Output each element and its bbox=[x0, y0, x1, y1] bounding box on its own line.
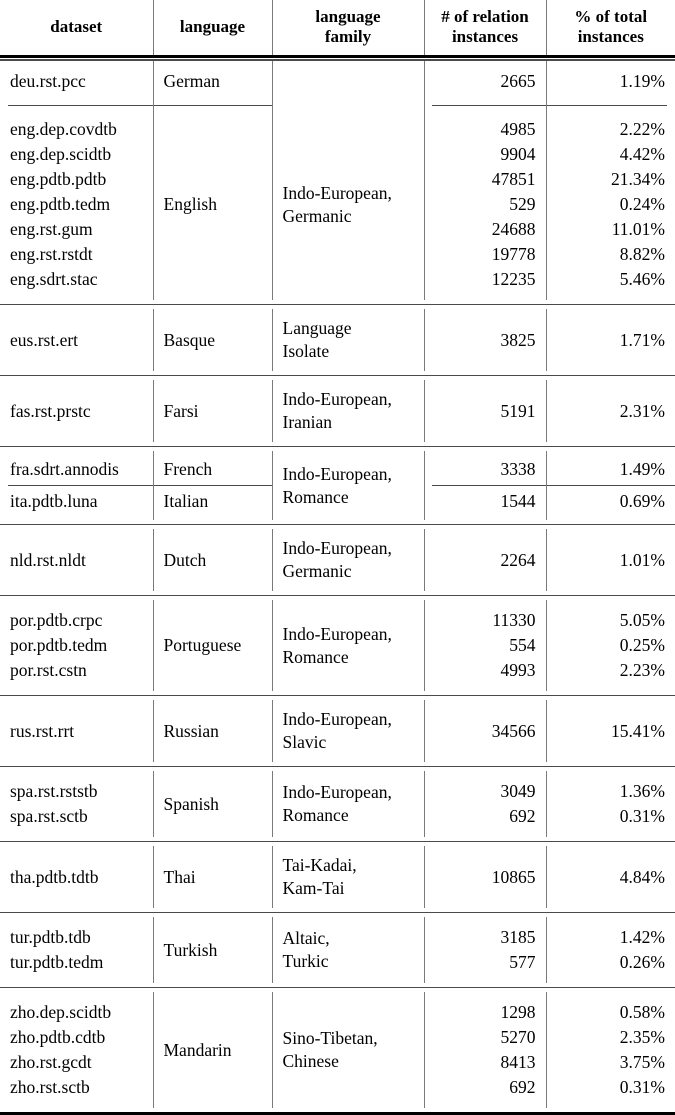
cell-dataset: tur.pdtb.tedm bbox=[10, 952, 104, 973]
cell-count: 1298 bbox=[500, 1002, 536, 1023]
group-rule bbox=[0, 442, 675, 451]
cell-dataset: eng.sdrt.stac bbox=[10, 269, 98, 290]
cell-count: 5270 bbox=[500, 1027, 536, 1048]
cell-dataset: eng.pdtb.tedm bbox=[10, 194, 111, 215]
cell-percent: 3.75% bbox=[619, 1052, 665, 1073]
family-line2: Turkic bbox=[282, 951, 329, 972]
cell-percent: 1.01% bbox=[546, 529, 675, 591]
cell-count: 19778 bbox=[491, 244, 536, 265]
cell-percent-group bbox=[546, 992, 675, 1108]
cell-count: 3825 bbox=[424, 309, 546, 371]
header-relation-instances-line2: instances bbox=[451, 27, 519, 47]
table-bottom-rule bbox=[0, 1108, 675, 1115]
cell-dataset: zho.rst.gcdt bbox=[10, 1052, 92, 1073]
table-row bbox=[0, 700, 675, 762]
group-rule bbox=[0, 520, 675, 529]
cell-language: Spanish bbox=[153, 771, 272, 837]
cell-count: 4985 bbox=[500, 119, 536, 140]
cell-percent: 1.19% bbox=[546, 61, 675, 102]
cell-count: 692 bbox=[509, 806, 536, 827]
group-rule bbox=[0, 300, 675, 309]
cell-percent-group bbox=[546, 771, 675, 837]
family-line1: Indo-European, bbox=[282, 182, 392, 203]
cell-count-group bbox=[424, 771, 546, 837]
family-line1: Indo-European, bbox=[282, 782, 392, 803]
cell-dataset: zho.dep.scidtb bbox=[10, 1002, 112, 1023]
family-line1: Indo-European, bbox=[282, 623, 392, 644]
table-row bbox=[0, 451, 675, 482]
cell-percent: 8.82% bbox=[619, 244, 665, 265]
cell-count: 8413 bbox=[500, 1052, 536, 1073]
table-row bbox=[0, 992, 675, 1108]
group-rule bbox=[0, 762, 675, 771]
cell-count: 554 bbox=[509, 635, 536, 656]
table-row bbox=[0, 771, 675, 837]
cell-dataset: eng.rst.gum bbox=[10, 219, 93, 240]
cell-language: Basque bbox=[153, 309, 272, 371]
cell-percent: 0.26% bbox=[619, 952, 665, 973]
cell-count-group bbox=[424, 600, 546, 691]
header-language-family bbox=[272, 0, 424, 55]
family-line1: Tai-Kadai, bbox=[282, 855, 357, 876]
cell-language: German bbox=[153, 61, 272, 102]
cell-percent: 2.22% bbox=[619, 119, 665, 140]
cell-dataset: spa.rst.rststb bbox=[10, 781, 98, 802]
cell-dataset: eng.rst.rstdt bbox=[10, 244, 93, 265]
cell-language-family bbox=[272, 61, 424, 102]
family-line1: Altaic, bbox=[282, 928, 330, 949]
cell-count: 12235 bbox=[491, 269, 536, 290]
cell-percent: 5.05% bbox=[619, 610, 665, 631]
cell-count: 529 bbox=[509, 194, 536, 215]
cell-count: 692 bbox=[509, 1077, 536, 1098]
table-row bbox=[0, 309, 675, 371]
cell-percent-group bbox=[546, 917, 675, 983]
cell-dataset: por.rst.cstn bbox=[10, 660, 87, 681]
group-rule bbox=[0, 908, 675, 917]
cell-dataset-group bbox=[0, 109, 153, 300]
cell-dataset: zho.rst.sctb bbox=[10, 1077, 90, 1098]
cell-percent: 0.25% bbox=[619, 635, 665, 656]
cell-percent: 1.49% bbox=[546, 451, 675, 482]
cell-language: Mandarin bbox=[153, 992, 272, 1108]
cell-count: 577 bbox=[509, 952, 536, 973]
table-row bbox=[0, 917, 675, 983]
cell-dataset: eus.rst.ert bbox=[10, 329, 79, 350]
header-row bbox=[0, 0, 675, 55]
family-line2: Romance bbox=[282, 646, 349, 667]
cell-language: Russian bbox=[153, 700, 272, 762]
family-line2: Slavic bbox=[282, 732, 327, 753]
cell-count: 11330 bbox=[492, 610, 536, 631]
cell-language: Italian bbox=[153, 489, 272, 520]
cell-count: 1544 bbox=[424, 489, 546, 520]
group-rule bbox=[0, 983, 675, 992]
cell-dataset: eng.dep.covdtb bbox=[10, 119, 117, 140]
cell-percent: 0.69% bbox=[546, 489, 675, 520]
cell-percent: 2.23% bbox=[619, 660, 665, 681]
cell-percent: 0.58% bbox=[619, 1002, 665, 1023]
cell-language: Portuguese bbox=[153, 600, 272, 691]
cell-percent: 0.31% bbox=[619, 806, 665, 827]
family-line2: Isolate bbox=[282, 341, 330, 362]
header-dataset: dataset bbox=[50, 17, 103, 37]
cell-language-family bbox=[272, 380, 424, 442]
cell-percent: 2.31% bbox=[546, 380, 675, 442]
header-percent-total-line1: % of total bbox=[574, 7, 648, 26]
cell-percent: 0.31% bbox=[619, 1077, 665, 1098]
cell-percent: 1.42% bbox=[619, 927, 665, 948]
cell-count: 9904 bbox=[500, 144, 536, 165]
group-partial-rule bbox=[0, 102, 675, 109]
table-row bbox=[0, 600, 675, 691]
cell-dataset-group bbox=[0, 771, 153, 837]
cell-dataset: por.pdtb.tedm bbox=[10, 635, 108, 656]
family-line2: Romance bbox=[282, 805, 349, 826]
cell-percent-group bbox=[546, 600, 675, 691]
cell-percent: 1.36% bbox=[619, 781, 665, 802]
table-row bbox=[0, 109, 675, 300]
family-line2: Iranian bbox=[282, 412, 333, 433]
cell-dataset: fra.sdrt.annodis bbox=[10, 459, 119, 480]
cell-language-family bbox=[272, 109, 424, 300]
cell-count: 3049 bbox=[500, 781, 536, 802]
table-body bbox=[0, 61, 675, 1108]
cell-percent: 1.71% bbox=[546, 309, 675, 371]
family-line1: Indo-European, bbox=[282, 709, 392, 730]
cell-language-family bbox=[272, 600, 424, 691]
family-line1: Indo-European, bbox=[282, 538, 392, 559]
cell-dataset: rus.rst.rrt bbox=[10, 720, 75, 741]
cell-dataset: fas.rst.prstc bbox=[10, 400, 91, 421]
cell-percent: 4.84% bbox=[546, 846, 675, 908]
cell-count: 3338 bbox=[424, 451, 546, 482]
cell-count: 2665 bbox=[424, 61, 546, 102]
header-language-family-line1: language bbox=[315, 7, 381, 26]
cell-count: 47851 bbox=[491, 169, 536, 190]
cell-language: English bbox=[153, 109, 272, 300]
group-rule bbox=[0, 691, 675, 700]
cell-language-family bbox=[272, 771, 424, 837]
cell-dataset: spa.rst.sctb bbox=[10, 806, 88, 827]
cell-language: French bbox=[153, 451, 272, 482]
table-row bbox=[0, 529, 675, 591]
family-line1: Language bbox=[282, 318, 352, 339]
cell-language-family bbox=[272, 451, 424, 520]
group-rule bbox=[0, 371, 675, 380]
cell-language-family bbox=[272, 846, 424, 908]
cell-language: Farsi bbox=[153, 380, 272, 442]
cell-count: 3185 bbox=[500, 927, 536, 948]
table-row bbox=[0, 846, 675, 908]
cell-language: Dutch bbox=[153, 529, 272, 591]
cell-dataset: tur.pdtb.tdb bbox=[10, 927, 91, 948]
cell-dataset: ita.pdtb.luna bbox=[10, 491, 98, 512]
group-rule bbox=[0, 591, 675, 600]
family-line2: Romance bbox=[282, 486, 349, 507]
cell-dataset-group bbox=[0, 992, 153, 1108]
cell-language-family bbox=[272, 992, 424, 1108]
cell-percent: 21.34% bbox=[611, 169, 665, 190]
cell-count: 4993 bbox=[500, 660, 536, 681]
header-relation-instances-line1: # of relation bbox=[441, 7, 529, 26]
header-relation-instances bbox=[424, 0, 546, 55]
cell-percent: 2.35% bbox=[619, 1027, 665, 1048]
cell-percent: 4.42% bbox=[619, 144, 665, 165]
table-row bbox=[0, 380, 675, 442]
cell-percent-group bbox=[546, 109, 675, 300]
family-line2: Chinese bbox=[282, 1051, 339, 1072]
cell-count: 10865 bbox=[424, 846, 546, 908]
header-percent-total bbox=[546, 0, 675, 55]
cell-dataset: nld.rst.nldt bbox=[10, 549, 86, 570]
cell-dataset: deu.rst.pcc bbox=[10, 71, 86, 92]
cell-language-family bbox=[272, 529, 424, 591]
cell-dataset: tha.pdtb.tdtb bbox=[10, 866, 99, 887]
cell-dataset: zho.pdtb.cdtb bbox=[10, 1027, 106, 1048]
cell-dataset: por.pdtb.crpc bbox=[10, 610, 103, 631]
cell-dataset: eng.dep.scidtb bbox=[10, 144, 112, 165]
cell-language: Thai bbox=[153, 846, 272, 908]
cell-dataset-group bbox=[0, 917, 153, 983]
family-line2: Germanic bbox=[282, 205, 352, 226]
cell-percent: 11.01% bbox=[611, 219, 665, 240]
cell-dataset: eng.pdtb.pdtb bbox=[10, 169, 107, 190]
cell-count-group bbox=[424, 992, 546, 1108]
table-row bbox=[0, 61, 675, 102]
cell-count-group bbox=[424, 917, 546, 983]
cell-percent: 15.41% bbox=[546, 700, 675, 762]
family-line2: Germanic bbox=[282, 561, 352, 582]
family-line1: Indo-European, bbox=[282, 463, 392, 484]
cell-count: 34566 bbox=[424, 700, 546, 762]
family-line1: Sino-Tibetan, bbox=[282, 1028, 378, 1049]
family-line1: Indo-European, bbox=[282, 389, 392, 410]
cell-count: 24688 bbox=[491, 219, 536, 240]
header-language-family-line2: family bbox=[324, 27, 372, 47]
cell-count: 5191 bbox=[424, 380, 546, 442]
cell-percent: 0.24% bbox=[619, 194, 665, 215]
group-rule bbox=[0, 837, 675, 846]
header-percent-total-line2: instances bbox=[577, 27, 644, 47]
cell-dataset-group bbox=[0, 600, 153, 691]
cell-language-family bbox=[272, 917, 424, 983]
header-language: language bbox=[153, 0, 272, 55]
cell-language-family bbox=[272, 700, 424, 762]
family-line2: Kam-Tai bbox=[282, 878, 345, 899]
cell-language: Turkish bbox=[153, 917, 272, 983]
cell-count: 2264 bbox=[424, 529, 546, 591]
cell-percent: 5.46% bbox=[619, 269, 665, 290]
cell-count-group bbox=[424, 109, 546, 300]
cell-language-family bbox=[272, 309, 424, 371]
table-header bbox=[0, 0, 675, 55]
